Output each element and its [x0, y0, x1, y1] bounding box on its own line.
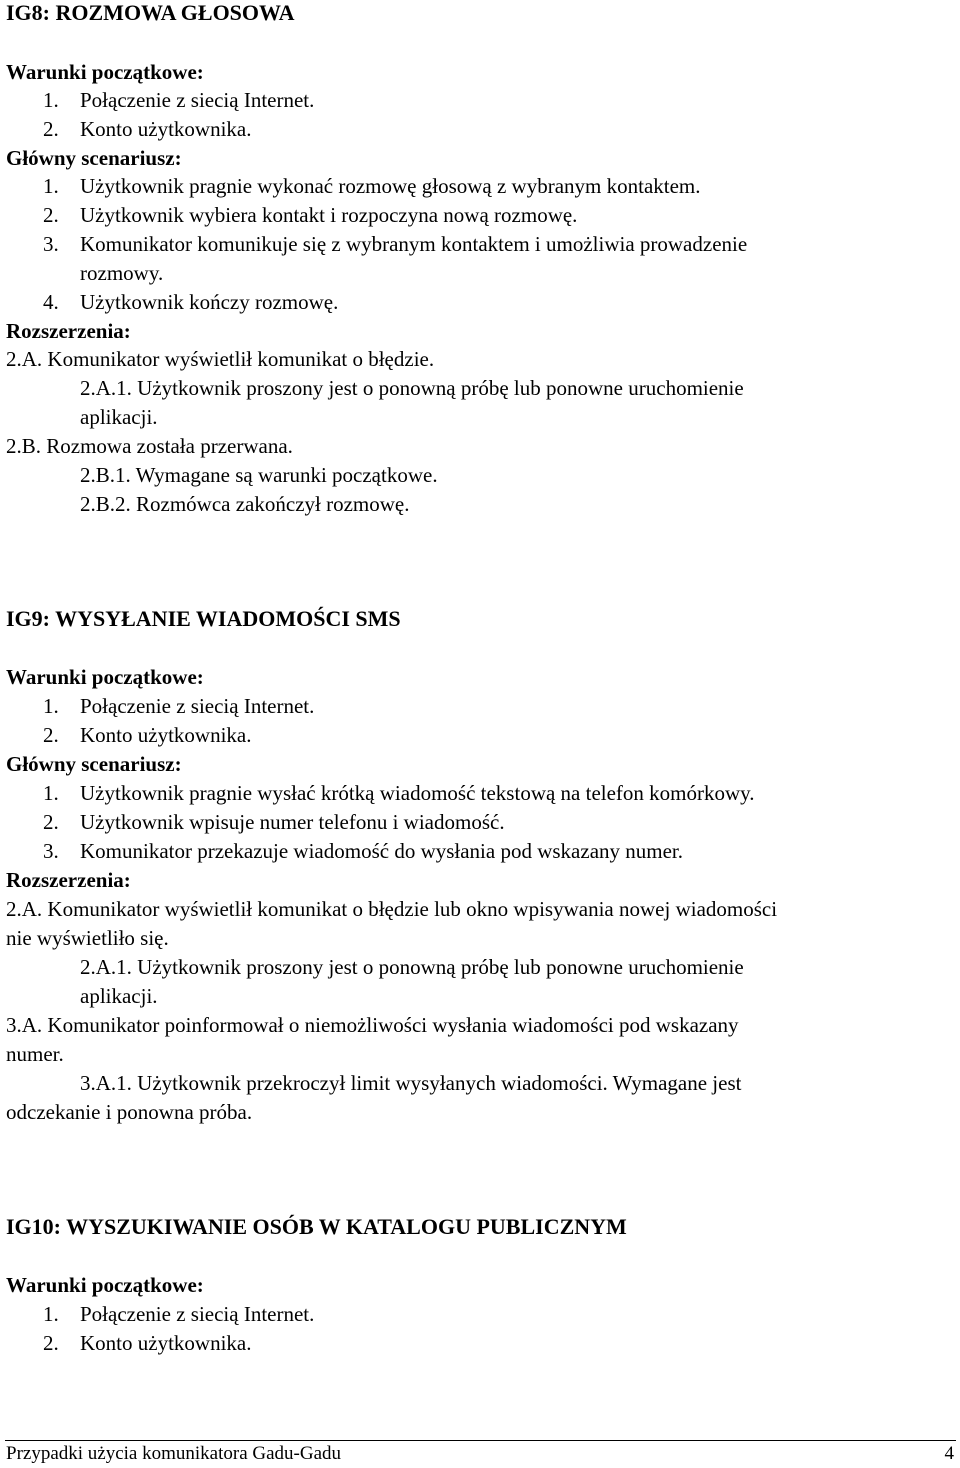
ig9-pre-1-num: 1.: [43, 694, 59, 718]
ig10-pre-1-num: 1.: [43, 1302, 59, 1326]
ig8-ext-2b: 2.B. Rozmowa została przerwana.: [6, 434, 293, 458]
ig8-pre-1-num: 1.: [43, 88, 59, 112]
ig8-main-1-num: 1.: [43, 174, 59, 198]
ig8-ext-2a1: 2.A.1. Użytkownik proszony jest o ponowną próbę lub ponowne uruchomienie: [80, 376, 744, 400]
ig10-preconditions-heading: Warunki początkowe:: [6, 1273, 204, 1297]
ig8-main-heading: Główny scenariusz:: [6, 146, 182, 170]
ig9-title: IG9: WYSYŁANIE WIADOMOŚCI SMS: [6, 606, 401, 631]
ig9-main-2-text: Użytkownik wpisuje numer telefonu i wiadomość.: [80, 810, 505, 834]
ig10-title: IG10: WYSZUKIWANIE OSÓB W KATALOGU PUBLICZNYM: [6, 1214, 627, 1239]
footer-page-number: 4: [944, 1443, 954, 1464]
ig8-pre-2-num: 2.: [43, 117, 59, 141]
ig8-main-3-num: 3.: [43, 232, 59, 256]
ig9-pre-2-num: 2.: [43, 723, 59, 747]
ig9-main-3-num: 3.: [43, 839, 59, 863]
ig9-ext-2a-cont: nie wyświetliło się.: [6, 926, 169, 950]
ig8-ext-2b1: 2.B.1. Wymagane są warunki początkowe.: [80, 463, 438, 487]
ig9-main-1-num: 1.: [43, 781, 59, 805]
ig9-main-1-text: Użytkownik pragnie wysłać krótką wiadomość tekstową na telefon komórkowy.: [80, 781, 755, 805]
ig10-pre-2-text: Konto użytkownika.: [80, 1331, 252, 1355]
ig9-ext-3a1: 3.A.1. Użytkownik przekroczył limit wysyłanych wiadomości. Wymagane jest: [80, 1071, 742, 1095]
ig8-pre-2-text: Konto użytkownika.: [80, 117, 252, 141]
ig9-ext-3a: 3.A. Komunikator poinformował o niemożliwości wysłania wiadomości pod wskazany: [6, 1013, 739, 1037]
ig9-pre-1-text: Połączenie z siecią Internet.: [80, 694, 315, 718]
ig9-ext-3a1-cont: odczekanie i ponowna próba.: [6, 1100, 253, 1124]
ig8-ext-2a: 2.A. Komunikator wyświetlił komunikat o błędzie.: [6, 347, 435, 371]
ig8-preconditions-heading: Warunki początkowe:: [6, 60, 204, 84]
ig8-main-4-num: 4.: [43, 290, 59, 314]
ig8-main-2-text: Użytkownik wybiera kontakt i rozpoczyna nową rozmowę.: [80, 203, 578, 227]
footer-divider: [5, 1440, 956, 1441]
ig9-main-3-text: Komunikator przekazuje wiadomość do wysłania pod wskazany numer.: [80, 839, 684, 863]
ig10-pre-1-text: Połączenie z siecią Internet.: [80, 1302, 315, 1326]
footer-document-title: Przypadki użycia komunikatora Gadu-Gadu: [6, 1443, 342, 1464]
ig8-main-4-text: Użytkownik kończy rozmowę.: [80, 290, 339, 314]
ig8-ext-2a1-cont: aplikacji.: [80, 405, 158, 429]
ig9-ext-2a1-cont: aplikacji.: [80, 984, 158, 1008]
ig9-ext-2a: 2.A. Komunikator wyświetlił komunikat o błędzie lub okno wpisywania nowej wiadomości: [6, 897, 778, 921]
ig8-pre-1-text: Połączenie z siecią Internet.: [80, 88, 315, 112]
ig9-preconditions-heading: Warunki początkowe:: [6, 665, 204, 689]
ig8-ext-2b2: 2.B.2. Rozmówca zakończył rozmowę.: [80, 492, 410, 516]
ig9-pre-2-text: Konto użytkownika.: [80, 723, 252, 747]
ig9-ext-3a-cont: numer.: [6, 1042, 64, 1066]
ig9-ext-2a1: 2.A.1. Użytkownik proszony jest o ponowną próbę lub ponowne uruchomienie: [80, 955, 744, 979]
ig8-main-1-text: Użytkownik pragnie wykonać rozmowę głosową z wybranym kontaktem.: [80, 174, 701, 198]
ig8-main-3-cont: rozmowy.: [80, 261, 164, 285]
ig8-title: IG8: ROZMOWA GŁOSOWA: [6, 0, 295, 25]
ig8-main-2-num: 2.: [43, 203, 59, 227]
ig9-extensions-heading: Rozszerzenia:: [6, 868, 131, 892]
ig10-pre-2-num: 2.: [43, 1331, 59, 1355]
ig8-extensions-heading: Rozszerzenia:: [6, 319, 131, 343]
ig8-main-3-text: Komunikator komunikuje się z wybranym kontaktem i umożliwia prowadzenie: [80, 232, 748, 256]
ig9-main-2-num: 2.: [43, 810, 59, 834]
ig9-main-heading: Główny scenariusz:: [6, 752, 182, 776]
